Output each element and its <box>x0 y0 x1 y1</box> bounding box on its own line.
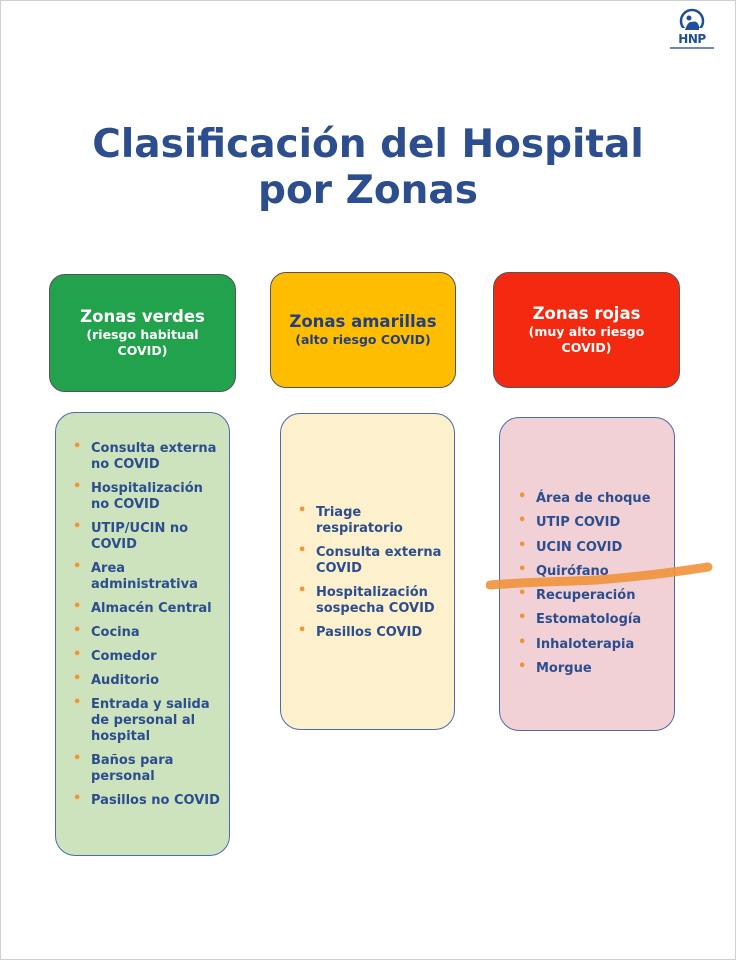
list-item <box>73 521 223 553</box>
page-title <box>40 122 696 214</box>
list-item <box>73 561 223 593</box>
green-zone-subtitle-1: (riesgo habitual <box>86 327 199 342</box>
list-item <box>518 612 668 628</box>
list-item-label: Pasillos COVID <box>316 625 423 640</box>
bullet-icon: • <box>73 647 82 662</box>
list-item <box>73 601 223 617</box>
yellow-zone-subtitle-1: (alto riesgo COVID) <box>295 332 431 347</box>
list-item <box>518 537 668 556</box>
list-item <box>73 697 223 745</box>
list-item <box>73 793 223 809</box>
list-item-label: Auditorio <box>91 673 160 688</box>
green-zone-title: Zonas verdes <box>80 307 205 326</box>
highlight-stroke <box>486 560 716 600</box>
bullet-icon: • <box>298 503 307 518</box>
bullet-icon: • <box>518 513 527 529</box>
green-zone-subtitle-2: COVID) <box>117 343 168 358</box>
red-zone-subtitle-1: (muy alto riesgo <box>528 324 645 339</box>
red-zone-subtitle-2: COVID) <box>561 340 612 355</box>
title-line-2: por Zonas <box>258 168 478 213</box>
bullet-icon: • <box>518 610 527 626</box>
bullet-icon: • <box>518 537 527 553</box>
list-item-label: Consulta externa COVID <box>316 545 442 576</box>
bullet-icon: • <box>73 519 82 534</box>
list-item <box>73 481 223 513</box>
list-item <box>298 585 448 617</box>
logo-underline <box>670 47 714 49</box>
bullet-icon: • <box>298 623 307 638</box>
list-item-label: Entrada y salida de personal al hospital <box>91 697 210 744</box>
bullet-icon: • <box>73 751 82 766</box>
bullet-icon: • <box>73 479 82 494</box>
list-item-label: UCIN COVID <box>536 539 623 555</box>
list-item-label: Hospitalización no COVID <box>91 481 203 512</box>
list-item-label: Triage respiratorio <box>316 505 403 536</box>
bullet-icon: • <box>73 439 82 454</box>
bullet-icon: • <box>298 543 307 558</box>
list-item-label: Estomatología <box>536 612 642 628</box>
bullet-icon: • <box>73 559 82 574</box>
bullet-icon: • <box>298 583 307 598</box>
list-item-label: UTIP COVID <box>536 515 621 531</box>
list-item-label: Comedor <box>91 649 157 664</box>
list-item-label: Baños para personal <box>91 753 174 784</box>
bullet-icon: • <box>518 561 527 577</box>
list-item-label: Quirófano <box>536 563 609 579</box>
list-item <box>518 634 668 653</box>
list-item <box>298 625 448 641</box>
list-item-label: UTIP/UCIN no COVID <box>91 521 189 552</box>
list-item <box>73 753 223 785</box>
list-item-label: Consulta externa no COVID <box>91 441 217 472</box>
bullet-icon: • <box>73 599 82 614</box>
list-item <box>518 515 668 531</box>
bullet-icon: • <box>73 623 82 638</box>
title-line-1: Clasificación del Hospital <box>92 122 644 167</box>
green-zone-header <box>49 274 236 392</box>
green-zone-list <box>73 441 223 817</box>
list-item-label: Pasillos no COVID <box>91 793 220 808</box>
list-item <box>73 649 223 665</box>
list-item-label: Inhaloterapia <box>536 636 635 652</box>
yellow-zone-header <box>270 272 456 388</box>
yellow-zone-title: Zonas amarillas <box>289 312 437 331</box>
list-item <box>298 545 448 577</box>
list-item <box>73 625 223 641</box>
list-item <box>73 673 223 689</box>
bullet-icon: • <box>518 489 527 504</box>
list-item <box>518 661 668 677</box>
list-item-label: Morgue <box>536 661 592 677</box>
hospital-logo-icon <box>676 8 708 34</box>
bullet-icon: • <box>73 791 82 806</box>
bullet-icon: • <box>73 695 82 710</box>
list-item-label: Área de choque <box>536 491 651 506</box>
bullet-icon: • <box>73 671 82 686</box>
red-zone-title: Zonas rojas <box>532 304 641 323</box>
yellow-zone-list <box>298 505 448 649</box>
list-item-label: Cocina <box>91 625 140 640</box>
list-item <box>298 505 448 537</box>
list-item <box>518 491 668 507</box>
list-item-label: Almacén Central <box>91 601 212 616</box>
list-item-label: Hospitalización sospecha COVID <box>316 585 435 616</box>
bullet-icon: • <box>518 659 527 675</box>
list-item-label: Recuperación <box>536 588 636 604</box>
bullet-icon: • <box>518 586 527 602</box>
bullet-icon: • <box>518 634 527 650</box>
hospital-logo <box>664 8 720 58</box>
red-zone-header <box>493 272 680 388</box>
list-item-label: Area administrativa <box>91 561 198 592</box>
list-item <box>73 441 223 473</box>
logo-text: HNP <box>678 32 706 46</box>
